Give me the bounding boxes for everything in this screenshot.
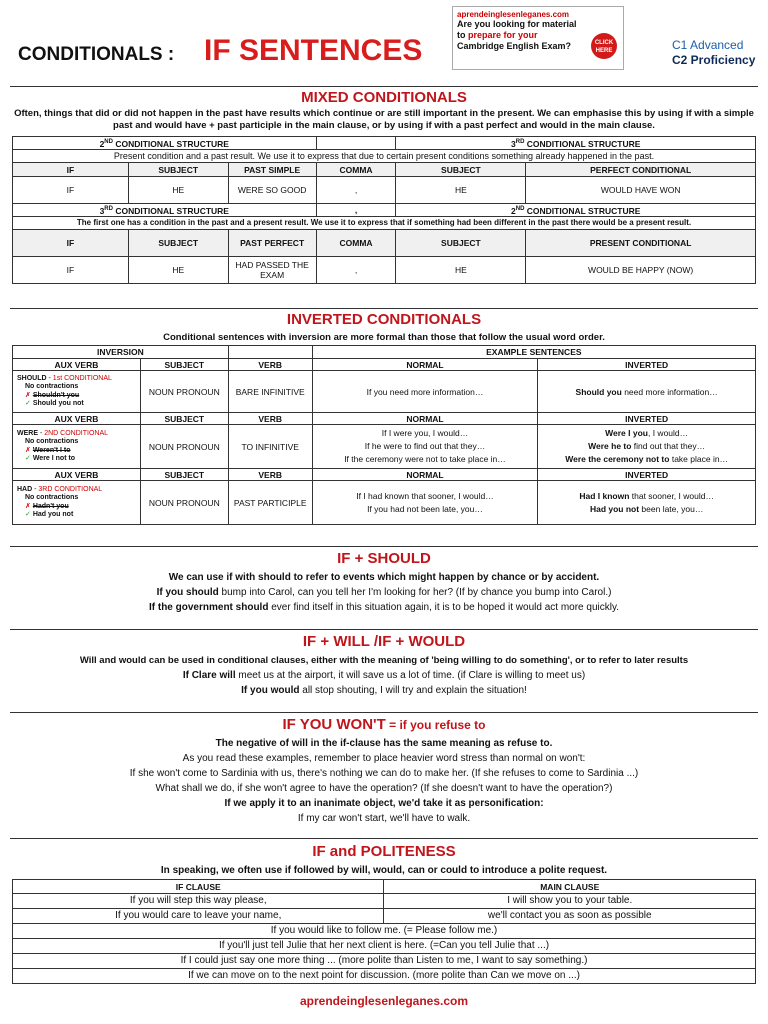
mixed-table-1 bbox=[12, 136, 756, 284]
col-header: PAST PERFECT bbox=[228, 230, 316, 257]
subject-cell: NOUN PRONOUN bbox=[140, 425, 228, 469]
wont-title: IF YOU WON'T = if you refuse to bbox=[282, 716, 486, 733]
level-c1: C1 Advanced bbox=[672, 38, 744, 52]
inverted-table bbox=[12, 345, 756, 525]
inversion-label: INVERSION bbox=[13, 346, 229, 359]
table-cell: we'll contact you as soon as possible bbox=[384, 909, 756, 924]
mixed-title: MIXED CONDITIONALS bbox=[301, 89, 467, 106]
verb-cell: PAST PARTICIPLE bbox=[228, 481, 312, 525]
table-cell: , bbox=[316, 257, 396, 284]
subject-cell: NOUN PRONOUN bbox=[140, 371, 228, 413]
col-header: COMMA bbox=[316, 230, 396, 257]
ad-line3: Cambridge English Exam? bbox=[457, 41, 572, 51]
willwould-line-3: If you would all stop shouting, I will try and explain the situation! bbox=[241, 685, 527, 696]
should-title: IF + SHOULD bbox=[337, 550, 431, 567]
divider bbox=[10, 546, 758, 547]
table-cell: If you will step this way please, bbox=[13, 894, 384, 909]
cross-icon: ✗ bbox=[25, 446, 31, 454]
col-header: NORMAL bbox=[312, 469, 538, 481]
col-header: SUBJECT bbox=[140, 469, 228, 481]
struct-label: 2ND CONDITIONAL STRUCTURE bbox=[396, 204, 756, 217]
willwould-title: IF + WILL /IF + WOULD bbox=[302, 633, 466, 650]
col-header: AUX VERB bbox=[13, 359, 141, 371]
polite-title: IF and POLITENESS bbox=[312, 843, 456, 860]
col-header: SUBJECT bbox=[140, 359, 228, 371]
mixed-intro: Often, things that did or did not happen in the past have results which continue or are still important in the present. We can emphasise this by using if with a simple past and would have + past participle in the main clause, or by using if with a past perfect and would in the main clause. bbox=[14, 108, 754, 131]
col-header: IF CLAUSE bbox=[13, 880, 384, 894]
aux-verb-cell: WERE - 2ND CONDITIONAL No contractions ✗ Weren't I to ✓ Were I not to bbox=[13, 425, 141, 469]
col-header: NORMAL bbox=[312, 359, 538, 371]
mixed-desc-1: Present condition and a past result. We use it to express that due to certain present conditions something already happened in the past. bbox=[13, 150, 756, 163]
cross-icon: ✗ bbox=[25, 502, 31, 510]
wont-line-3: If she won't come to Sardinia with us, there's nothing we can do to make her. (If she refuses to come to Sardinia ...) bbox=[129, 768, 639, 779]
normal-cell: If I had known that sooner, I would… If you had not been late, you… bbox=[312, 481, 538, 525]
table-cell: If we can move on to the next point for discussion. (more polite than Can we move on ...) bbox=[13, 969, 756, 984]
table-cell: HE bbox=[128, 257, 228, 284]
normal-cell: If you need more information… bbox=[312, 371, 538, 413]
divider bbox=[10, 838, 758, 839]
ad-line1: Are you looking for material bbox=[457, 19, 577, 29]
table-cell: HE bbox=[128, 177, 228, 204]
check-icon: ✓ bbox=[25, 455, 31, 462]
check-icon: ✓ bbox=[25, 511, 31, 518]
verb-cell: TO INFINITIVE bbox=[228, 425, 312, 469]
col-header: PRESENT CONDITIONAL bbox=[526, 230, 756, 257]
willwould-line-2: If Clare will meet us at the airport, it will save us a lot of time. (if Clare is willing to meet us) bbox=[182, 670, 586, 681]
normal-cell: If I were you, I would… If he were to find out that they… If the ceremony were not to take place in… bbox=[312, 425, 538, 469]
col-header: INVERTED bbox=[538, 359, 756, 371]
ad-site[interactable]: aprendeinglesenleganes.com bbox=[457, 10, 570, 19]
table-cell: HE bbox=[396, 257, 526, 284]
table-cell: WOULD HAVE WON bbox=[526, 177, 756, 204]
inverted-title: INVERTED CONDITIONALS bbox=[286, 311, 482, 328]
col-header: SUBJECT bbox=[396, 230, 526, 257]
col-header: VERB bbox=[228, 359, 312, 371]
table-cell: , bbox=[316, 177, 396, 204]
col-header: SUBJECT bbox=[128, 163, 228, 177]
aux-verb-cell: SHOULD - 1st CONDITIONAL No contractions ✗ Shouldn't you ✓ Should you not bbox=[13, 371, 141, 413]
col-header: INVERTED bbox=[538, 413, 756, 425]
ad-line2: to prepare for your bbox=[457, 30, 538, 40]
col-header: INVERTED bbox=[538, 469, 756, 481]
cross-icon: ✗ bbox=[25, 391, 31, 399]
mixed-desc-2: The first one has a condition in the past and a present result. We use it to express that if something had been different in the past there would be a present result. bbox=[13, 217, 756, 230]
polite-table bbox=[12, 879, 756, 984]
struct-label: 3RD CONDITIONAL STRUCTURE bbox=[13, 204, 317, 217]
aux-verb-cell: HAD - 3RD CONDITIONAL No contractions ✗ Hadn't you ✓ Had you not bbox=[13, 481, 141, 525]
table-cell: I will show you to your table. bbox=[384, 894, 756, 909]
inverted-cell: Had I known that sooner, I would… Had you not been late, you… bbox=[538, 481, 756, 525]
col-header: COMMA bbox=[316, 163, 396, 177]
table-cell: If you would like to follow me. (= Please follow me.) bbox=[13, 924, 756, 939]
table-cell: , bbox=[316, 204, 396, 217]
footer-link[interactable]: aprendeinglesenleganes.com bbox=[299, 994, 469, 1008]
divider bbox=[10, 86, 758, 87]
verb-cell: BARE INFINITIVE bbox=[228, 371, 312, 413]
struct-label: 2ND CONDITIONAL STRUCTURE bbox=[13, 137, 317, 150]
check-icon: ✓ bbox=[25, 400, 31, 407]
wont-line-1: The negative of will in the if-clause has the same meaning as refuse to. bbox=[215, 738, 553, 749]
ad-banner[interactable] bbox=[452, 6, 624, 70]
col-header: VERB bbox=[228, 469, 312, 481]
levels-logo bbox=[672, 38, 755, 68]
table-cell: IF bbox=[13, 177, 129, 204]
col-header: PERFECT CONDITIONAL bbox=[526, 163, 756, 177]
inverted-cell: Should you need more information… bbox=[538, 371, 756, 413]
table-cell: HE bbox=[396, 177, 526, 204]
col-header: NORMAL bbox=[312, 413, 538, 425]
col-header: SUBJECT bbox=[128, 230, 228, 257]
polite-intro: In speaking, we often use if followed by will, would, can or could to introduce a polite request. bbox=[160, 865, 608, 876]
col-header: VERB bbox=[228, 413, 312, 425]
col-header: SUBJECT bbox=[140, 413, 228, 425]
col-header: IF bbox=[13, 163, 129, 177]
table-cell: WERE SO GOOD bbox=[228, 177, 316, 204]
table-cell: WOULD BE HAPPY (NOW) bbox=[526, 257, 756, 284]
table-cell: IF bbox=[13, 257, 129, 284]
divider bbox=[10, 712, 758, 713]
willwould-line-1: Will and would can be used in conditional clauses, either with the meaning of 'being willing to do something', or to refer to later results bbox=[79, 655, 689, 666]
table-cell: If I could just say one more thing ... (more polite than Listen to me, I want to say something.) bbox=[13, 954, 756, 969]
col-header: SUBJECT bbox=[396, 163, 526, 177]
table-cell: HAD PASSED THE EXAM bbox=[228, 257, 316, 284]
click-here-button[interactable]: CLICK HERE bbox=[591, 33, 617, 59]
inverted-cell: Were I you, I would… Were he to find out that they… Were the ceremony not to take place in… bbox=[538, 425, 756, 469]
col-header: IF bbox=[13, 230, 129, 257]
col-header: MAIN CLAUSE bbox=[384, 880, 756, 894]
examples-label: EXAMPLE SENTENCES bbox=[312, 346, 755, 359]
table-cell: If you'll just tell Julie that her next client is here. (=Can you tell Julie that ...) bbox=[13, 939, 756, 954]
struct-label: 3RD CONDITIONAL STRUCTURE bbox=[396, 137, 756, 150]
subject-cell: NOUN PRONOUN bbox=[140, 481, 228, 525]
wont-line-4: What shall we do, if she won't agree to have the operation? (If she doesn't want to have the operation?) bbox=[155, 783, 613, 794]
wont-line-2: As you read these examples, remember to place heavier word stress than normal on won't: bbox=[182, 753, 586, 764]
should-line-1: We can use if with should to refer to events which might happen by chance or by accident. bbox=[168, 572, 600, 583]
col-header: AUX VERB bbox=[13, 469, 141, 481]
table-cell: If you would care to leave your name, bbox=[13, 909, 384, 924]
should-line-3: If the government should ever find itself in this situation again, it is to be hoped it would act more quickly. bbox=[148, 602, 619, 613]
col-header: AUX VERB bbox=[13, 413, 141, 425]
inverted-intro: Conditional sentences with inversion are more formal than those that follow the usual word order. bbox=[163, 332, 605, 343]
title-prefix: CONDITIONALS : bbox=[18, 44, 175, 65]
should-line-2: If you should bump into Carol, can you tell her I'm looking for her? (If by chance you bump into Carol.) bbox=[156, 587, 612, 598]
divider bbox=[10, 629, 758, 630]
level-c2: C2 Proficiency bbox=[672, 53, 756, 67]
wont-line-5: If we apply it to an inanimate object, we'd take it as personification: bbox=[224, 798, 544, 809]
header bbox=[0, 0, 768, 86]
wont-line-6: If my car won't start, we'll have to walk. bbox=[297, 813, 471, 824]
col-header: PAST SIMPLE bbox=[228, 163, 316, 177]
title-main: IF SENTENCES bbox=[204, 34, 423, 67]
divider bbox=[10, 308, 758, 309]
